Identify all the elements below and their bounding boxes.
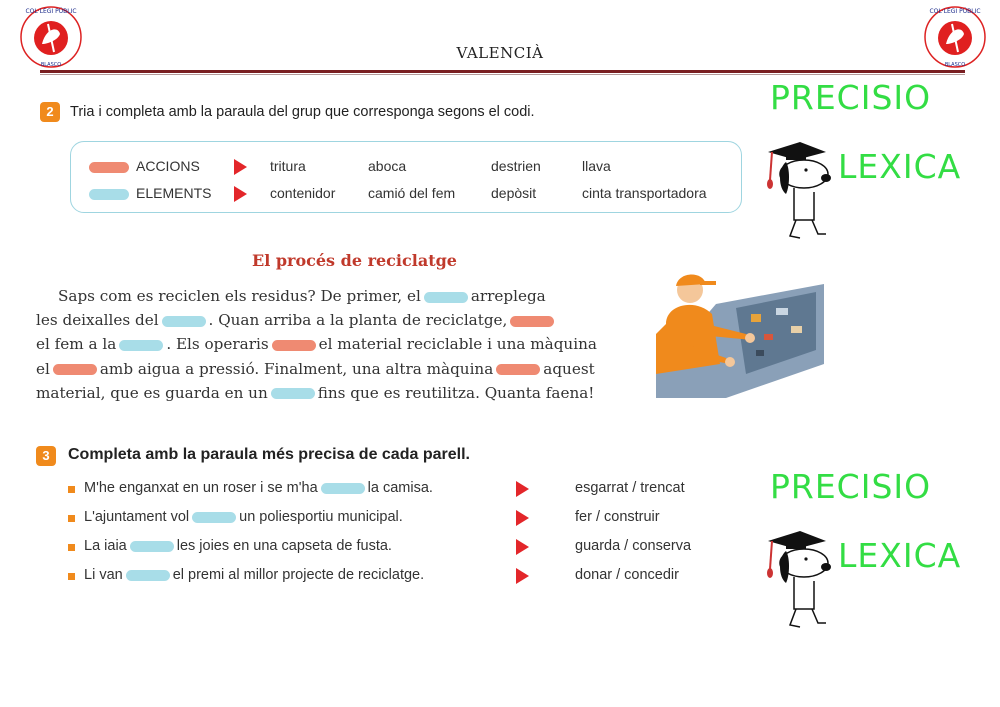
- passage-segment: Saps com es reciclen els residus? De primer, el: [58, 287, 421, 305]
- sentence-item: [84, 567, 424, 583]
- sentence-before: Li van: [84, 567, 123, 583]
- brand-precisio: PRECISIO: [770, 78, 932, 117]
- element-blank[interactable]: [119, 340, 163, 351]
- svg-text:BLASCO: BLASCO: [944, 62, 966, 68]
- triangle-arrow-icon: [516, 539, 529, 555]
- brand-lexica: LEXICA: [838, 536, 962, 575]
- word-pair-options[interactable]: donar / concedir: [575, 567, 679, 583]
- snoopy-graduate-icon: [760, 138, 840, 248]
- passage-segment: . Els operaris: [166, 335, 269, 354]
- word-option[interactable]: camió del fem: [368, 185, 456, 201]
- action-blank[interactable]: [510, 316, 554, 327]
- action-blank[interactable]: [496, 364, 540, 375]
- action-blank[interactable]: [272, 340, 316, 351]
- triangle-arrow-icon: [516, 510, 529, 526]
- passage-segment: material, que es guarda en un: [36, 383, 268, 402]
- passage-segment: el: [36, 359, 50, 378]
- triangle-arrow-icon: [234, 159, 247, 175]
- sentence-before: La iaia: [84, 538, 127, 554]
- sentence-before: L'ajuntament vol: [84, 509, 190, 525]
- word-pair-options[interactable]: guarda / conserva: [575, 538, 692, 554]
- answer-blank[interactable]: [321, 483, 365, 494]
- action-color-pill: [89, 162, 129, 173]
- svg-text:COL·LEGI PÚBLIC: COL·LEGI PÚBLIC: [25, 8, 77, 15]
- word-option[interactable]: depòsit: [491, 185, 537, 201]
- sentence-item: [84, 509, 403, 525]
- bullet-icon: [68, 515, 75, 522]
- passage-segment: arreplega: [470, 287, 546, 305]
- passage-segment: aquest: [543, 359, 595, 378]
- passage-segment: . Quan arriba a la planta de reciclatge,: [208, 311, 508, 330]
- word-pair-options[interactable]: fer / construir: [575, 509, 660, 525]
- worker-illustration: [656, 264, 826, 405]
- triangle-arrow-icon: [234, 186, 247, 202]
- legend-label-actions: ACCIONS: [136, 158, 200, 174]
- passage-segment: el fem a la: [36, 335, 117, 354]
- passage-segment: el material reciclable i una màquina: [318, 335, 597, 354]
- passage-segment: fins que es reutilitza. Quanta faena!: [317, 383, 595, 402]
- action-blank[interactable]: [53, 364, 97, 375]
- word-option[interactable]: llava: [582, 158, 611, 174]
- word-option[interactable]: tritura: [270, 158, 306, 174]
- word-option[interactable]: contenidor: [270, 185, 336, 201]
- sentence-after: les joies en una capseta de fusta.: [176, 538, 392, 554]
- element-color-pill: [89, 189, 129, 200]
- legend-label-elements: ELEMENTS: [136, 185, 212, 201]
- page-title: VALENCIÀ: [456, 44, 544, 62]
- answer-blank[interactable]: [126, 570, 170, 581]
- brand-lexica: LEXICA: [838, 147, 962, 186]
- answer-blank[interactable]: [130, 541, 174, 552]
- brand-precisio: PRECISIO: [770, 467, 932, 506]
- snoopy-graduate-icon: [760, 527, 840, 637]
- sentence-after: el premi al millor projecte de reciclatge.: [172, 567, 425, 583]
- element-blank[interactable]: [424, 292, 468, 303]
- element-blank[interactable]: [271, 388, 315, 399]
- header-divider-thin: [40, 74, 965, 75]
- bullet-icon: [68, 486, 75, 493]
- header-divider: [40, 70, 965, 73]
- sentence-after: un poliesportiu municipal.: [239, 509, 403, 525]
- answer-blank[interactable]: [192, 512, 236, 523]
- bullet-icon: [68, 544, 75, 551]
- exercise-2-badge: 2: [40, 102, 60, 122]
- svg-text:BLASCO: BLASCO: [40, 62, 62, 68]
- sentence-after: la camisa.: [367, 480, 433, 496]
- passage-title: El procés de reciclatge: [252, 251, 457, 270]
- bullet-icon: [68, 573, 75, 580]
- passage-segment: les deixalles del: [36, 311, 159, 330]
- svg-text:COL·LEGI PÚBLIC: COL·LEGI PÚBLIC: [929, 8, 981, 15]
- element-blank[interactable]: [162, 316, 206, 327]
- passage-segment: amb aigua a pressió. Finalment, una altra màquina: [99, 359, 494, 378]
- word-option[interactable]: destrien: [491, 158, 541, 174]
- passage-text: [36, 284, 636, 405]
- sentence-item: [84, 538, 392, 554]
- word-pair-options[interactable]: esgarrat / trencat: [575, 480, 685, 496]
- triangle-arrow-icon: [516, 568, 529, 584]
- sentence-item: [84, 480, 433, 496]
- triangle-arrow-icon: [516, 481, 529, 497]
- exercise-3-instruction: Completa amb la paraula més precisa de cada parell.: [68, 446, 470, 463]
- word-option[interactable]: aboca: [368, 158, 407, 174]
- code-legend-box: [70, 141, 742, 213]
- sentence-before: M'he enganxat en un roser i se m'ha: [84, 480, 318, 496]
- exercise-2-instruction: Tria i completa amb la paraula del grup que corresponga segons el codi.: [70, 104, 535, 120]
- exercise-3-badge: 3: [36, 446, 56, 466]
- word-option[interactable]: cinta transportadora: [582, 185, 707, 201]
